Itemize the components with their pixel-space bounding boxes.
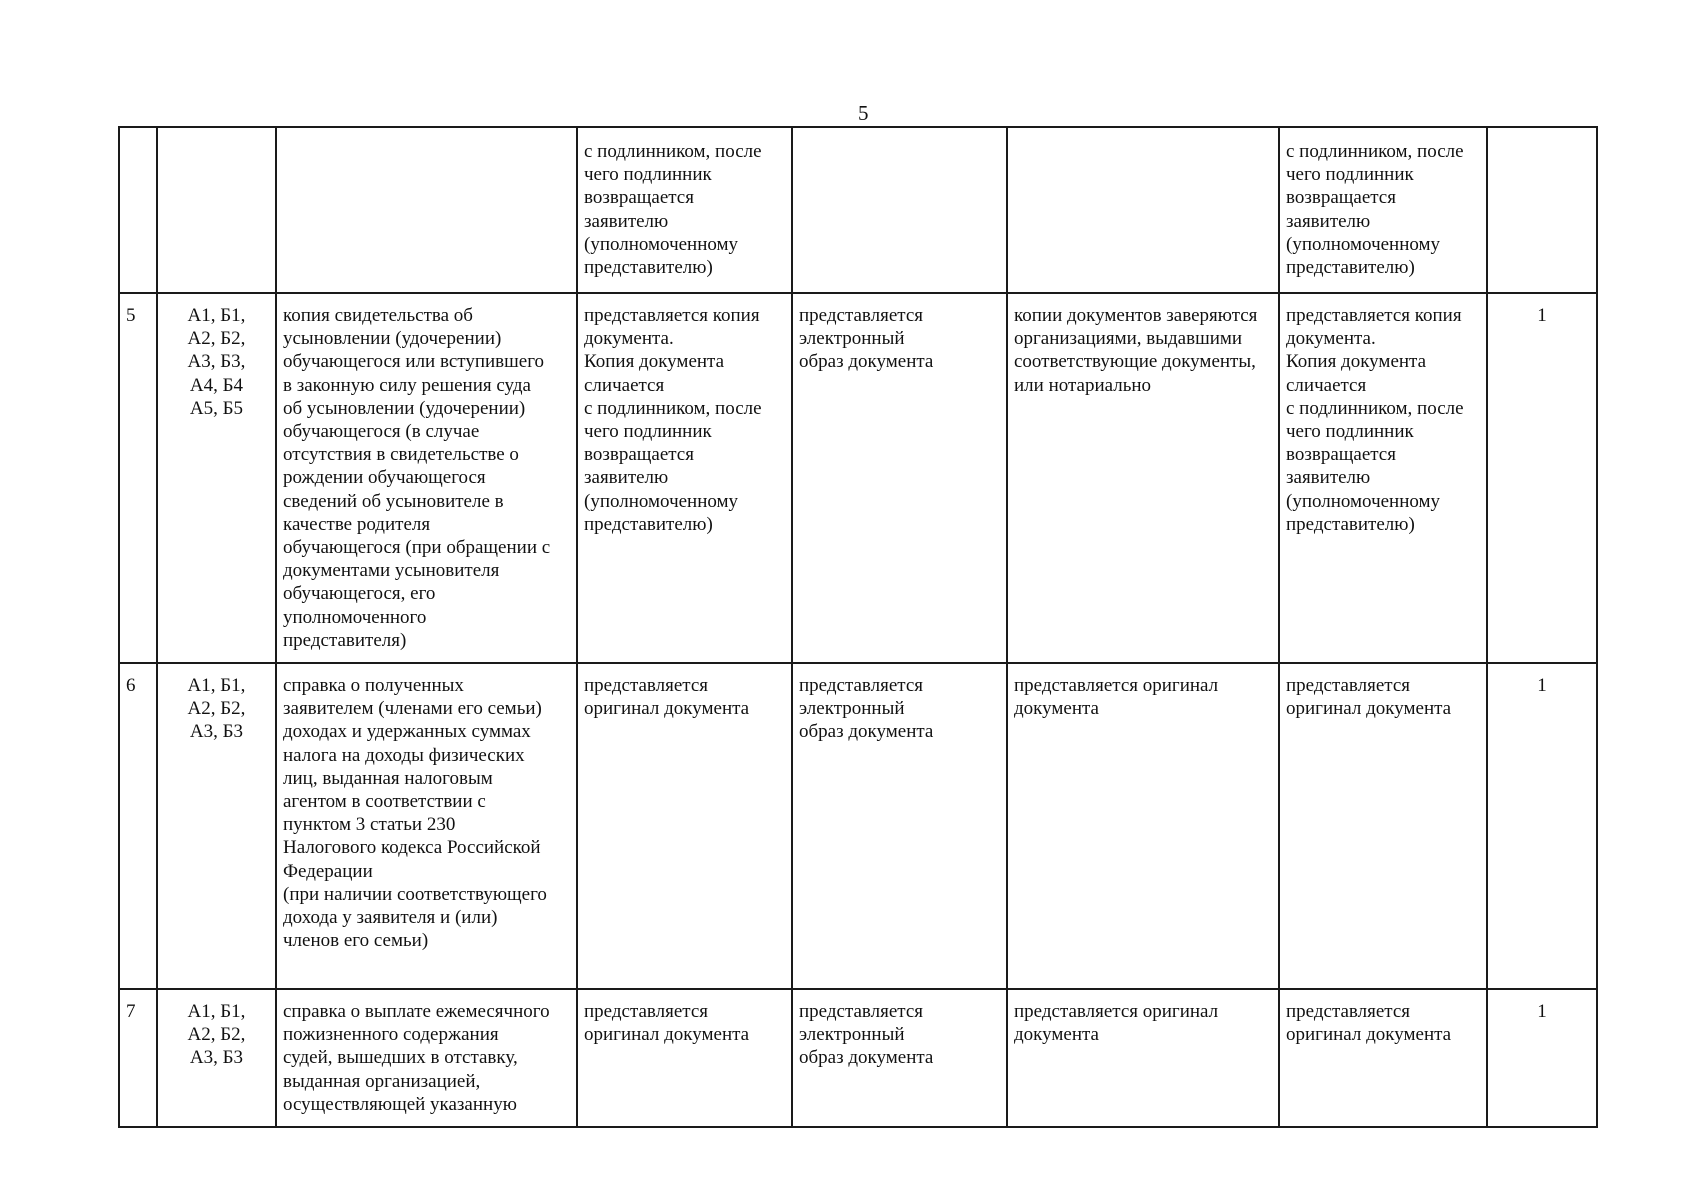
document-name-cell: копия свидетельства об усыновлении (удочерении) обучающегося или вступившего в законную силу решения суда об усыновлении (удочерении) обучающегося (в случае отсутствия в свидетельстве о рождении обучающегося сведений об усыновителе в качестве родителя обучающегося (при обращении с документами усыновителя обучающегося, его уполномоченного представителя) bbox=[276, 293, 577, 663]
electronic-submission-cell bbox=[792, 127, 1007, 293]
count-cell: 1 bbox=[1487, 989, 1597, 1127]
certification-cell: копии документов заверяются организациями, выдавшими соответствующие документы, или нотариально bbox=[1007, 293, 1279, 663]
table-row bbox=[119, 127, 1597, 293]
mail-submission-cell: представляется оригинал документа bbox=[1279, 989, 1487, 1127]
personal-submission-cell: представляется копия документа. Копия документа сличается с подлинником, после чего подлинник возвращается заявителю (уполномоченному представителю) bbox=[577, 293, 792, 663]
count-cell bbox=[1487, 127, 1597, 293]
categories-cell: А1, Б1, А2, Б2, А3, Б3 bbox=[157, 989, 276, 1127]
categories-cell bbox=[157, 127, 276, 293]
document-table bbox=[118, 126, 1598, 1128]
mail-submission-cell: с подлинником, после чего подлинник возвращается заявителю (уполномоченному представителю) bbox=[1279, 127, 1487, 293]
count-cell: 1 bbox=[1487, 663, 1597, 989]
mail-submission-cell: представляется оригинал документа bbox=[1279, 663, 1487, 989]
document-name-cell: справка о полученных заявителем (членами его семьи) доходах и удержанных суммах налога на доходы физических лиц, выданная налоговым агентом в соответствии с пунктом 3 статьи 230 Налогового кодекса Российской Федерации (при наличии соответствующего дохода у заявителя и (или) членов его семьи) bbox=[276, 663, 577, 989]
row-number-cell bbox=[119, 127, 157, 293]
electronic-submission-cell: представляется электронный образ документа bbox=[792, 989, 1007, 1127]
electronic-submission-cell: представляется электронный образ документа bbox=[792, 293, 1007, 663]
count-cell: 1 bbox=[1487, 293, 1597, 663]
table-row bbox=[119, 293, 1597, 663]
table-row bbox=[119, 663, 1597, 989]
personal-submission-cell: представляется оригинал документа bbox=[577, 663, 792, 989]
personal-submission-cell: с подлинником, после чего подлинник возвращается заявителю (уполномоченному представителю) bbox=[577, 127, 792, 293]
categories-cell: А1, Б1, А2, Б2, А3, Б3, А4, Б4 А5, Б5 bbox=[157, 293, 276, 663]
document-name-cell bbox=[276, 127, 577, 293]
certification-cell: представляется оригинал документа bbox=[1007, 989, 1279, 1127]
certification-cell bbox=[1007, 127, 1279, 293]
table-row bbox=[119, 989, 1597, 1127]
row-number-cell: 7 bbox=[119, 989, 157, 1127]
page-number: 5 bbox=[858, 101, 869, 125]
document-name-cell: справка о выплате ежемесячного пожизненного содержания судей, вышедших в отставку, выданная организацией, осуществляющей указанную bbox=[276, 989, 577, 1127]
certification-cell: представляется оригинал документа bbox=[1007, 663, 1279, 989]
mail-submission-cell: представляется копия документа. Копия документа сличается с подлинником, после чего подлинник возвращается заявителю (уполномоченному представителю) bbox=[1279, 293, 1487, 663]
row-number-cell: 5 bbox=[119, 293, 157, 663]
row-number-cell: 6 bbox=[119, 663, 157, 989]
electronic-submission-cell: представляется электронный образ документа bbox=[792, 663, 1007, 989]
personal-submission-cell: представляется оригинал документа bbox=[577, 989, 792, 1127]
categories-cell: А1, Б1, А2, Б2, А3, Б3 bbox=[157, 663, 276, 989]
